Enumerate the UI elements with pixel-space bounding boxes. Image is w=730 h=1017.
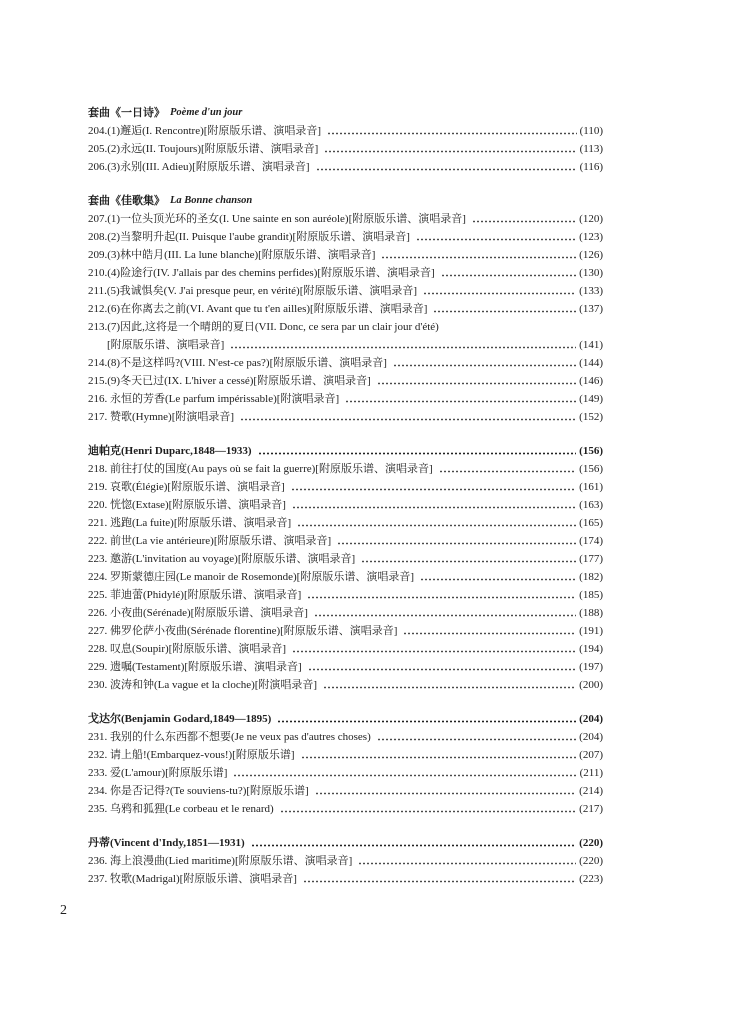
entry-title: 224. 罗斯蒙德庄园(Le manoir de Rosemonde)[附原版乐谱、演唱录音]	[88, 571, 414, 583]
entry-page: (137)	[579, 303, 603, 315]
entry-title: 209.(3)林中皓月(III. La lune blanche)[附原版乐谱、演唱录音]	[88, 249, 376, 261]
entry-title: 236. 海上浪漫曲(Lied maritime)[附原版乐谱、演唱录音]	[88, 855, 353, 867]
dot-leader	[258, 452, 577, 455]
dot-leader	[441, 274, 576, 277]
section-title: 套曲《一日诗》	[88, 107, 165, 119]
toc-entry	[88, 210, 603, 228]
toc-entry	[88, 460, 603, 478]
dot-leader	[324, 150, 576, 153]
entry-title: 230. 波涛和钟(La vague et la cloche)[附演唱录音]	[88, 679, 318, 691]
dot-leader	[316, 168, 577, 171]
entry-page: (214)	[579, 785, 603, 797]
section-subtitle: Poème d'un jour	[170, 107, 243, 118]
dot-leader	[433, 310, 576, 313]
dot-leader	[439, 470, 577, 473]
toc-entry	[88, 604, 603, 622]
toc-entry	[88, 300, 603, 318]
entry-page: (161)	[579, 481, 603, 493]
section-page: (156)	[579, 445, 603, 457]
toc-entry	[88, 140, 603, 158]
toc-entry	[88, 354, 603, 372]
dot-leader	[393, 364, 576, 367]
toc-entry	[88, 622, 603, 640]
dot-leader	[280, 810, 576, 813]
entry-page: (165)	[579, 517, 603, 529]
toc-entry-continuation	[88, 336, 603, 354]
dot-leader	[358, 862, 576, 865]
dot-leader	[403, 632, 576, 635]
entry-page: (120)	[579, 213, 603, 225]
toc-entry	[88, 586, 603, 604]
entry-title: 205.(2)永远(II. Toujours)[附原版乐谱、演唱录音]	[88, 143, 319, 155]
dot-leader	[327, 132, 576, 135]
entry-title: 227. 佛罗伦萨小夜曲(Sérénade florentine)[附原版乐谱、演唱录音]	[88, 625, 398, 637]
toc-entry	[88, 852, 603, 870]
entry-title: 226. 小夜曲(Sérénade)[附原版乐谱、演唱录音]	[88, 607, 308, 619]
toc-entry	[88, 568, 603, 586]
entry-title: 219. 哀歌(Élégie)[附原版乐谱、演唱录音]	[88, 481, 285, 493]
entry-page: (116)	[579, 161, 603, 173]
toc-entry	[88, 264, 603, 282]
entry-title: 221. 逃跑(La fuite)[附原版乐谱、演唱录音]	[88, 517, 292, 529]
dot-leader	[314, 614, 576, 617]
section-title: 戈达尔(Benjamin Godard,1849—1895)	[88, 713, 272, 725]
toc-entry	[88, 676, 603, 694]
entry-title: 222. 前世(La vie antérieure)[附原版乐谱、演唱录音]	[88, 535, 332, 547]
dot-leader	[301, 756, 577, 759]
toc-entry	[88, 496, 603, 514]
entry-page: (146)	[579, 375, 603, 387]
dot-leader	[323, 686, 576, 689]
dot-leader	[233, 774, 576, 777]
dot-leader	[291, 488, 576, 491]
composer-heading	[88, 834, 603, 852]
toc-entry	[88, 746, 603, 764]
entry-continuation: [附原版乐谱、演唱录音]	[107, 339, 225, 351]
section-page: (220)	[579, 837, 603, 849]
entry-title: 204.(1)邂逅(I. Rencontre)[附原版乐谱、演唱录音]	[88, 125, 322, 137]
toc-entry	[88, 158, 603, 176]
entry-page: (207)	[579, 749, 603, 761]
toc-entry	[88, 764, 603, 782]
entry-page: (197)	[579, 661, 603, 673]
table-of-contents	[88, 104, 603, 888]
entry-page: (211)	[579, 767, 603, 779]
dot-leader	[345, 400, 576, 403]
entry-title: 218. 前往打仗的国度(Au pays où se fait la guerre)[附原版乐谱、演唱录音]	[88, 463, 433, 475]
toc-entry	[88, 122, 603, 140]
entry-title: 206.(3)永别(III. Adieu)[附原版乐谱、演唱录音]	[88, 161, 310, 173]
dot-leader	[307, 596, 576, 599]
entry-title: 211.(5)我诚惧矣(V. J'ai presque peur, en vérité)[附原版乐谱、演唱录音]	[88, 285, 418, 297]
toc-entry	[88, 408, 603, 426]
entry-page: (156)	[579, 463, 603, 475]
toc-entry	[88, 318, 603, 336]
entry-title: 228. 叹息(Soupir)[附原版乐谱、演唱录音]	[88, 643, 286, 655]
dot-leader	[315, 792, 576, 795]
entry-page: (200)	[579, 679, 603, 691]
entry-title: 208.(2)当黎明升起(II. Puisque l'aube grandit)[附原版乐谱、演唱录音]	[88, 231, 410, 243]
dot-leader	[377, 382, 576, 385]
toc-entry	[88, 246, 603, 264]
section-title: 迪帕克(Henri Duparc,1848—1933)	[88, 445, 252, 457]
toc-entry	[88, 550, 603, 568]
toc-entry	[88, 532, 603, 550]
entry-title: 212.(6)在你离去之前(VI. Avant que tu t'en ailles)[附原版乐谱、演唱录音]	[88, 303, 428, 315]
entry-page: (194)	[579, 643, 603, 655]
toc-entry	[88, 870, 603, 888]
dot-leader	[292, 506, 576, 509]
entry-title: 223. 邀游(L'invitation au voyage)[附原版乐谱、演唱录音]	[88, 553, 356, 565]
toc-entry	[88, 658, 603, 676]
dot-leader	[423, 292, 576, 295]
entry-page: (123)	[579, 231, 603, 243]
dot-leader	[472, 220, 576, 223]
entry-page: (152)	[579, 411, 603, 423]
entry-title: 232. 请上船!(Embarquez-vous!)[附原版乐谱]	[88, 749, 295, 761]
toc-entry	[88, 390, 603, 408]
entry-page: (204)	[579, 731, 603, 743]
section-heading	[88, 104, 603, 122]
toc-entry	[88, 782, 603, 800]
dot-leader	[308, 668, 576, 671]
composer-heading	[88, 710, 603, 728]
entry-page: (110)	[579, 125, 603, 137]
section-title: 丹蒂(Vincent d'Indy,1851—1931)	[88, 837, 245, 849]
entry-page: (191)	[579, 625, 603, 637]
dot-leader	[337, 542, 576, 545]
entry-title: 210.(4)险途行(IV. J'allais par des chemins perfides)[附原版乐谱、演唱录音]	[88, 267, 435, 279]
section-heading	[88, 192, 603, 210]
entry-page: (130)	[579, 267, 603, 279]
composer-heading	[88, 442, 603, 460]
dot-leader	[292, 650, 576, 653]
dot-leader	[240, 418, 576, 421]
entry-page: (220)	[579, 855, 603, 867]
entry-page: (223)	[579, 873, 603, 885]
entry-title: 225. 菲迪蕾(Phidylé)[附原版乐谱、演唱录音]	[88, 589, 302, 601]
entry-title: 235. 乌鸦和狐狸(Le corbeau et le renard)	[88, 803, 274, 815]
entry-title: 229. 遗嘱(Testament)[附原版乐谱、演唱录音]	[88, 661, 302, 673]
section-page: (204)	[579, 713, 603, 725]
entry-title: 216. 永恒的芳香(Le parfum impérissable)[附演唱录音]	[88, 393, 340, 405]
toc-entry	[88, 800, 603, 818]
entry-title: 233. 爱(L'amour)[附原版乐谱]	[88, 767, 228, 779]
entry-title: 217. 赞歌(Hymne)[附演唱录音]	[88, 411, 235, 423]
dot-leader	[303, 880, 576, 883]
dot-leader	[377, 738, 576, 741]
entry-page: (177)	[579, 553, 603, 565]
entry-title: 215.(9)冬天已过(IX. L'hiver a cessé)[附原版乐谱、演唱录音]	[88, 375, 371, 387]
toc-entry	[88, 228, 603, 246]
toc-section	[88, 104, 603, 176]
entry-page: (217)	[579, 803, 603, 815]
toc-entry	[88, 514, 603, 532]
toc-entry	[88, 372, 603, 390]
toc-section	[88, 710, 603, 818]
entry-page: (144)	[579, 357, 603, 369]
dot-leader	[277, 720, 576, 723]
dot-leader	[230, 346, 576, 349]
dot-leader	[420, 578, 576, 581]
toc-section	[88, 834, 603, 888]
toc-entry	[88, 478, 603, 496]
entry-page: (133)	[579, 285, 603, 297]
section-title: 套曲《佳歌集》	[88, 195, 165, 207]
entry-title: 214.(8)不是这样吗?(VIII. N'est-ce pas?)[附原版乐谱、演唱录音]	[88, 357, 387, 369]
dot-leader	[297, 524, 576, 527]
entry-page: (188)	[579, 607, 603, 619]
toc-section	[88, 442, 603, 694]
entry-title: 207.(1)一位头顶光环的圣女(I. Une sainte en son auréole)[附原版乐谱、演唱录音]	[88, 213, 466, 225]
entry-page: (163)	[579, 499, 603, 511]
entry-title: 234. 你是否记得?(Te souviens-tu?)[附原版乐谱]	[88, 785, 309, 797]
section-subtitle: La Bonne chanson	[170, 195, 253, 206]
dot-leader	[251, 844, 577, 847]
dot-leader	[416, 238, 576, 241]
entry-page: (113)	[579, 143, 603, 155]
page-number: 2	[60, 903, 67, 918]
toc-entry	[88, 282, 603, 300]
dot-leader	[381, 256, 576, 259]
entry-title: 237. 牧歌(Madrigal)[附原版乐谱、演唱录音]	[88, 873, 297, 885]
entry-title: 231. 我别的什么东西都不想要(Je ne veux pas d'autres choses)	[88, 731, 371, 743]
entry-page: (185)	[579, 589, 603, 601]
entry-page: (141)	[579, 339, 603, 351]
entry-title: 213.(7)因此,这将是一个晴朗的夏日(VII. Donc, ce sera par un clair jour d'été)	[88, 321, 439, 333]
toc-entry	[88, 640, 603, 658]
toc-entry	[88, 728, 603, 746]
toc-section	[88, 192, 603, 426]
dot-leader	[361, 560, 576, 563]
entry-page: (174)	[579, 535, 603, 547]
entry-page: (126)	[579, 249, 603, 261]
entry-page: (149)	[579, 393, 603, 405]
entry-title: 220. 恍惚(Extase)[附原版乐谱、演唱录音]	[88, 499, 286, 511]
entry-page: (182)	[579, 571, 603, 583]
